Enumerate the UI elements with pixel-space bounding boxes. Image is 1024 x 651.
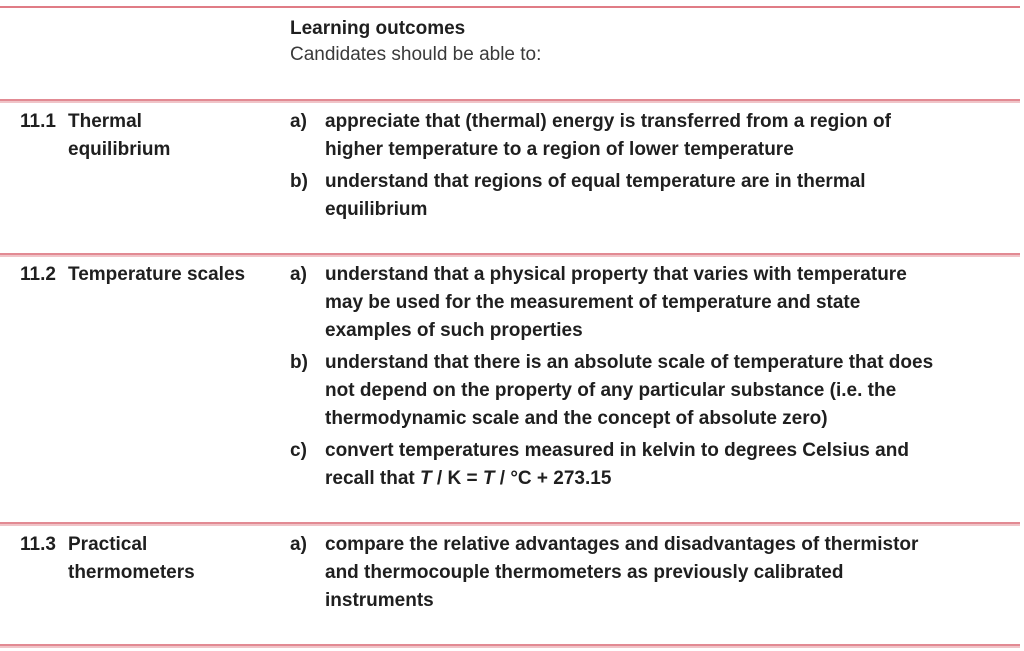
- item-text: [325, 168, 1015, 224]
- item-text-line: understand that regions of equal temperature are in thermal: [325, 171, 866, 192]
- item-text-line: may be used for the measurement of temperature and state: [325, 292, 861, 313]
- top-divider: [0, 6, 1020, 8]
- section-divider-1: [0, 99, 1020, 101]
- item-text-line: appreciate that (thermal) energy is transferred from a region of: [325, 111, 891, 132]
- equation-celsius: / °C + 273.15: [494, 468, 612, 489]
- equation-symbol-T: T: [482, 468, 495, 489]
- item-text-line: examples of such properties: [325, 320, 583, 341]
- bottom-divider: [0, 644, 1020, 646]
- item-text: [325, 437, 1015, 493]
- equation-kelvin: / K =: [431, 468, 483, 489]
- item-text-line-equation: [325, 465, 1015, 493]
- section-title-line: equilibrium: [68, 139, 171, 160]
- item-text-line: instruments: [325, 590, 434, 611]
- section-title: [68, 261, 245, 289]
- item-text-line: higher temperature to a region of lower temperature: [325, 139, 794, 160]
- item-letter: c): [290, 440, 307, 461]
- learning-outcomes-header: [290, 16, 541, 68]
- section-title-line: Thermal: [68, 111, 142, 132]
- item-text: [325, 531, 1015, 615]
- section-divider-2: [0, 253, 1020, 255]
- item-text: [325, 108, 1015, 164]
- section-title-line: Practical: [68, 534, 148, 555]
- item-text-line: convert temperatures measured in kelvin to degrees Celsius and: [325, 440, 909, 461]
- item-letter: a): [290, 111, 307, 132]
- section-divider-3: [0, 522, 1020, 524]
- item-letter: a): [290, 264, 307, 285]
- item-text-line: thermodynamic scale and the concept of absolute zero): [325, 408, 828, 429]
- item-text-line: equilibrium: [325, 199, 428, 220]
- item-letter: b): [290, 352, 308, 373]
- section-title: [68, 531, 195, 587]
- section-title-line: Temperature scales: [68, 264, 246, 285]
- item-text-line: not depend on the property of any particular substance (i.e. the: [325, 380, 897, 401]
- equation-prefix: recall that: [325, 468, 421, 489]
- item-letter: a): [290, 534, 307, 555]
- section-number: 11.3: [20, 534, 56, 555]
- item-text-line: and thermocouple thermometers as previously calibrated: [325, 562, 844, 583]
- section-title: [68, 108, 170, 164]
- item-text: [325, 261, 1015, 345]
- header-subtitle: Candidates should be able to:: [290, 44, 542, 65]
- section-title-line: thermometers: [68, 562, 195, 583]
- item-text-line: understand that a physical property that varies with temperature: [325, 264, 907, 285]
- item-letter: b): [290, 171, 308, 192]
- header-title: Learning outcomes: [290, 18, 466, 39]
- equation-symbol-T: T: [420, 468, 432, 489]
- item-text-line: understand that there is an absolute scale of temperature that does: [325, 352, 934, 373]
- item-text: [325, 349, 1015, 433]
- item-text-line: compare the relative advantages and disadvantages of thermistor: [325, 534, 919, 555]
- section-number: 11.1: [20, 111, 56, 132]
- section-number: 11.2: [20, 264, 56, 285]
